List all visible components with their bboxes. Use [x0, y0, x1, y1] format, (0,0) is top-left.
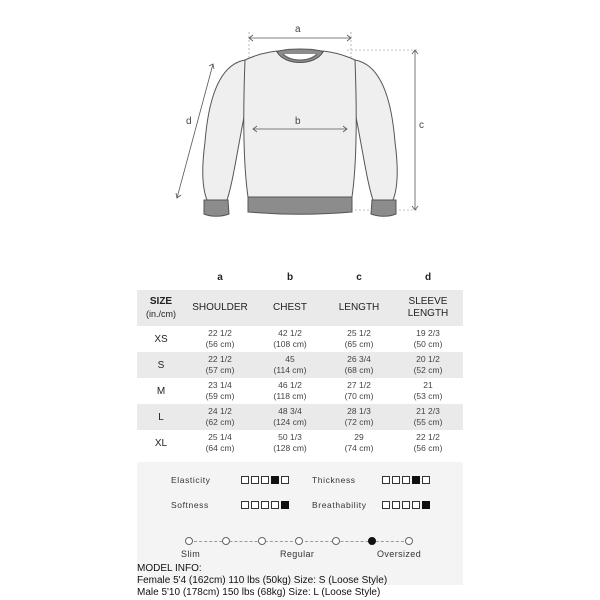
size-chart-table — [137, 264, 463, 456]
column-letter-d: d — [393, 264, 463, 290]
size-name: M — [137, 378, 185, 404]
measurement-inches: 48 3/4 — [278, 406, 302, 416]
size-name: L — [137, 404, 185, 430]
measurement-cell — [255, 430, 325, 456]
table-row — [137, 326, 463, 352]
measurement-inches: 46 1/2 — [278, 380, 302, 390]
measurement-cm: (70 cm) — [344, 391, 374, 401]
measurement-cm: (108 cm) — [273, 339, 307, 349]
measurement-cell — [185, 430, 255, 456]
measurement-cell — [393, 404, 463, 430]
attribute-label: Elasticity — [171, 475, 211, 485]
dimension-c-label: c — [419, 120, 424, 131]
column-header-sleeve-length: SLEEVE LENGTH — [393, 290, 463, 326]
model-info-female: Female 5'4 (162cm) 110 lbs (50kg) Size: S (Loose Style) — [137, 575, 388, 586]
measurement-cm: (64 cm) — [205, 443, 235, 453]
measurement-cell — [325, 326, 393, 352]
size-header-unit: (in./cm) — [146, 309, 176, 319]
measurement-inches: 21 2/3 — [416, 406, 440, 416]
measurement-cm: (56 cm) — [205, 339, 235, 349]
measurement-inches: 45 — [285, 354, 295, 364]
measurement-inches: 25 1/2 — [347, 328, 371, 338]
measurement-inches: 25 1/4 — [208, 432, 232, 442]
dimension-d-label: d — [186, 116, 192, 127]
measurement-cell — [185, 326, 255, 352]
model-info — [137, 563, 463, 599]
measurement-cell — [325, 378, 393, 404]
measurement-cell — [185, 404, 255, 430]
measurement-cell — [393, 352, 463, 378]
fit-label-regular: Regular — [280, 549, 315, 559]
dimension-b-label: b — [295, 116, 301, 127]
measurement-cell — [393, 326, 463, 352]
measurement-inches: 42 1/2 — [278, 328, 302, 338]
fit-dot — [405, 537, 413, 545]
measurement-inches: 29 — [354, 432, 364, 442]
sweatshirt-illustration — [137, 2, 463, 260]
size-name: XS — [137, 326, 185, 352]
measurement-cm: (124 cm) — [273, 417, 307, 427]
measurement-cell — [393, 430, 463, 456]
measurement-cm: (68 cm) — [344, 365, 374, 375]
measurement-inches: 24 1/2 — [208, 406, 232, 416]
measurement-cm: (50 cm) — [413, 339, 443, 349]
measurement-cm: (65 cm) — [344, 339, 374, 349]
attribute-label: Breathability — [312, 500, 367, 510]
column-letter-c: c — [325, 264, 393, 290]
measurement-cm: (72 cm) — [344, 417, 374, 427]
fit-dot — [332, 537, 340, 545]
measurement-cm: (62 cm) — [205, 417, 235, 427]
attribute-label: Thickness — [312, 475, 356, 485]
measurement-inches: 26 3/4 — [347, 354, 371, 364]
measurement-inches: 28 1/3 — [347, 406, 371, 416]
model-info-title: MODEL INFO: — [137, 563, 202, 574]
measurement-cell — [255, 352, 325, 378]
table-row — [137, 430, 463, 456]
model-info-male: Male 5'10 (178cm) 150 lbs (68kg) Size: L (Loose Style) — [137, 587, 381, 598]
dimension-a-label: a — [295, 24, 301, 35]
column-header-chest: CHEST — [255, 290, 325, 326]
measurement-cm: (128 cm) — [273, 443, 307, 453]
fit-dot — [295, 537, 303, 545]
measurement-inches: 23 1/4 — [208, 380, 232, 390]
table-header-row — [137, 290, 463, 326]
measurement-cell — [393, 378, 463, 404]
table-letter-row — [137, 264, 463, 290]
fit-dot — [368, 537, 376, 545]
measurement-cm: (74 cm) — [344, 443, 374, 453]
size-name: XL — [137, 430, 185, 456]
sweatshirt-diagram — [137, 2, 463, 260]
measurement-inches: 21 — [423, 380, 433, 390]
measurement-inches: 50 1/3 — [278, 432, 302, 442]
measurement-cm: (56 cm) — [413, 443, 443, 453]
measurement-cm: (114 cm) — [273, 365, 307, 375]
column-header-length: LENGTH — [325, 290, 393, 326]
measurement-inches: 19 2/3 — [416, 328, 440, 338]
fit-label-oversized: Oversized — [377, 549, 422, 559]
measurement-inches: 22 1/2 — [416, 432, 440, 442]
measurement-inches: 22 1/2 — [208, 354, 232, 364]
column-header-shoulder: SHOULDER — [185, 290, 255, 326]
attribute-label: Softness — [171, 500, 209, 510]
fit-dot — [258, 537, 266, 545]
size-header-title: SIZE — [149, 296, 173, 307]
table-row — [137, 404, 463, 430]
measurement-cell — [255, 326, 325, 352]
size-header — [137, 290, 185, 326]
measurement-cell — [325, 352, 393, 378]
measurement-cell — [185, 352, 255, 378]
size-name: S — [137, 352, 185, 378]
column-letter-a: a — [185, 264, 255, 290]
measurement-cm: (118 cm) — [273, 391, 307, 401]
measurement-cell — [325, 430, 393, 456]
fit-dot — [185, 537, 193, 545]
measurement-cell — [255, 404, 325, 430]
letter-empty — [137, 264, 185, 290]
measurement-cm: (59 cm) — [205, 391, 235, 401]
measurement-cell — [185, 378, 255, 404]
measurement-inches: 20 1/2 — [416, 354, 440, 364]
column-letter-b: b — [255, 264, 325, 290]
measurement-cell — [255, 378, 325, 404]
table-row — [137, 378, 463, 404]
measurement-cm: (52 cm) — [413, 365, 443, 375]
measurement-cm: (53 cm) — [413, 391, 443, 401]
fit-label-slim: Slim — [181, 549, 201, 559]
table-row — [137, 352, 463, 378]
fit-dot — [222, 537, 230, 545]
measurement-inches: 22 1/2 — [208, 328, 232, 338]
measurement-cm: (57 cm) — [205, 365, 235, 375]
measurement-cell — [325, 404, 393, 430]
measurement-cm: (55 cm) — [413, 417, 443, 427]
measurement-inches: 27 1/2 — [347, 380, 371, 390]
